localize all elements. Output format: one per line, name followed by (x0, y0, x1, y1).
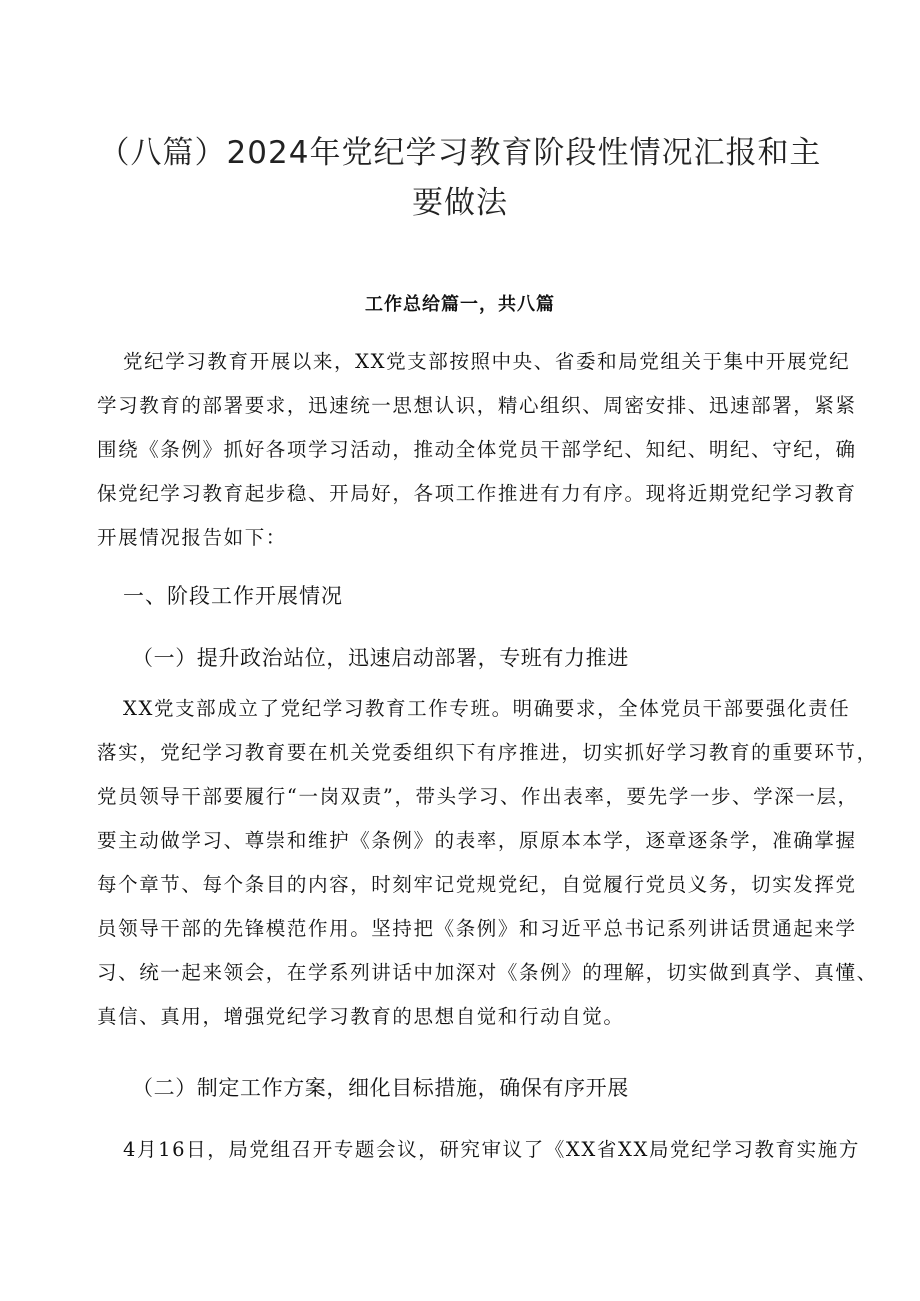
paragraph-line: 落实，党纪学习教育要在机关党委组织下有序推进，切实抓好学习教育的重要环节， (97, 741, 878, 764)
paragraph-line: 开展情况报告如下： (97, 526, 287, 549)
body-paragraph-1 (97, 687, 878, 1039)
paragraph-line: 真信、真用，增强党纪学习教育的思想自觉和行动自觉。 (97, 1005, 625, 1028)
section-heading-1: 一、阶段工作开展情况 (123, 584, 343, 608)
paragraph-line: 习、统一起来领会，在学系列讲话中加深对《条例》的理解，切实做到真学、真懂、 (97, 961, 878, 984)
paragraph-line: 党纪学习教育开展以来，XX党支部按照中央、省委和局党组关于集中开展党纪 (123, 350, 851, 373)
paragraph-line: 党员领导干部要履行“一岗双责”，带头学习、作出表率，要先学一步、学深一层， (97, 785, 859, 808)
paragraph-line: 保党纪学习教育起步稳、开局好，各项工作推进有力有序。现将近期党纪学习教育 (97, 482, 857, 505)
paragraph-line: 围绕《条例》抓好各项学习活动，推动全体党员干部学纪、知纪、明纪、守纪，确 (97, 438, 857, 461)
paragraph-line: 4月16日，局党组召开专题会议，研究审议了《XX省XX局党纪学习教育实施方 (123, 1138, 860, 1161)
paragraph-line: 员领导干部的先锋模范作用。坚持把《条例》和习近平总书记系列讲话贯通起来学 (97, 917, 857, 940)
subsection-heading-1: （一）提升政治站位，迅速启动部署，专班有力推进 (132, 646, 629, 670)
body-paragraph-2 (97, 1128, 860, 1172)
paragraph-line: XX党支部成立了党纪学习教育工作专班。明确要求，全体党员干部要强化责任 (123, 697, 851, 720)
intro-paragraph (97, 340, 857, 560)
document-subtitle: 工作总给篇一，共八篇 (365, 294, 555, 315)
paragraph-line: 学习教育的部署要求，迅速统一思想认识，精心组织、周密安排、迅速部署，紧紧 (97, 394, 857, 417)
paragraph-line: 要主动做学习、尊崇和维护《条例》的表率，原原本本学，逐章逐条学，准确掌握 (97, 829, 857, 852)
subsection-heading-2: （二）制定工作方案，细化目标措施，确保有序开展 (132, 1076, 629, 1100)
document-title-line-1: （八篇）2024年党纪学习教育阶段性情况汇报和主 (98, 135, 822, 171)
document-title-line-2: 要做法 (412, 185, 508, 221)
paragraph-line: 每个章节、每个条目的内容，时刻牢记党规党纪，自觉履行党员义务，切实发挥党 (97, 873, 857, 896)
